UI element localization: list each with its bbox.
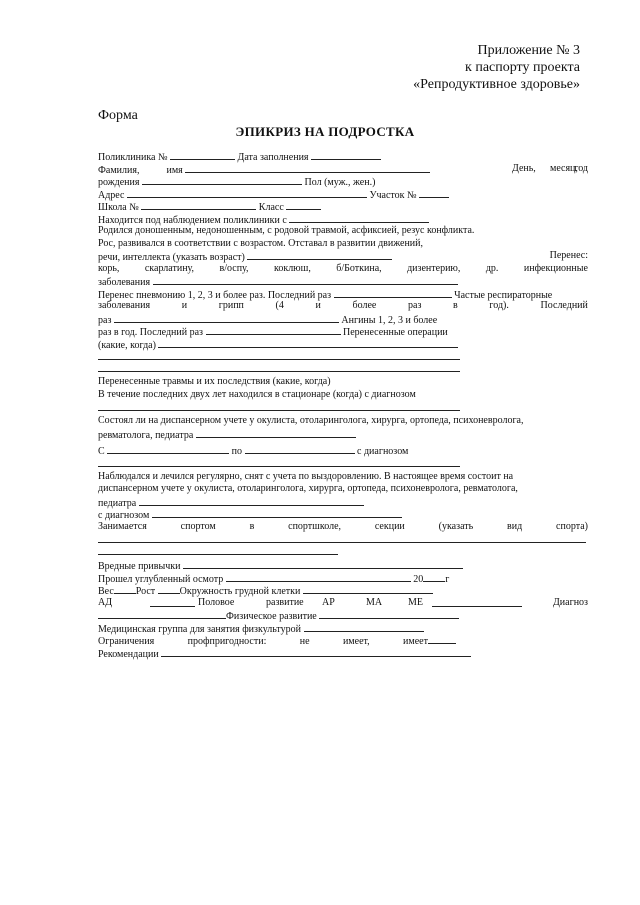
- sports-word: вид: [507, 520, 523, 532]
- hospital-line[interactable]: [98, 401, 460, 411]
- row-sports: [98, 521, 588, 534]
- school-field[interactable]: [141, 200, 256, 210]
- label-pneumonia: Перенес пневмонию 1, 2, 3 и более раз. Последний раз: [98, 289, 332, 301]
- label-name: имя: [166, 164, 183, 176]
- label-speech: речи, интеллекта (указать возраст): [98, 252, 245, 263]
- class-field[interactable]: [286, 200, 321, 210]
- appendix-note: [413, 42, 580, 93]
- row-weight: [98, 584, 588, 597]
- birth-date-field[interactable]: [142, 175, 302, 185]
- label-exam: Прошел углубленный осмотр: [98, 573, 224, 585]
- row-operations-which: [98, 338, 588, 351]
- address-field[interactable]: [127, 188, 367, 198]
- flu-word: более: [352, 300, 377, 311]
- row-flu: [98, 300, 588, 313]
- sports-word: секции: [374, 520, 405, 532]
- pneumonia-last-field[interactable]: [334, 288, 452, 298]
- row-dispensary-1: [98, 415, 588, 428]
- flu-word: грипп: [218, 300, 244, 311]
- row-bp: [98, 597, 588, 610]
- label-polyclinic: Поликлиника №: [98, 152, 168, 163]
- sexual-dev-field[interactable]: [432, 597, 522, 607]
- limits-field[interactable]: [428, 634, 456, 644]
- row-observed: [98, 213, 588, 226]
- disease-word: др.: [485, 262, 499, 274]
- limit-word: не: [299, 636, 310, 647]
- label-to: по: [231, 446, 243, 457]
- diagnosis-line[interactable]: [98, 457, 460, 467]
- flu-word: и: [315, 300, 321, 311]
- row-polyclinic: [98, 150, 588, 163]
- physical-field[interactable]: [319, 609, 459, 619]
- row-grew: Рос, развивался в соответствии с возрастом. Отставал в развитии движений,: [98, 237, 424, 249]
- row-habits: [98, 559, 588, 572]
- habits-field[interactable]: [183, 559, 463, 569]
- row-address: [98, 188, 588, 201]
- chest-field[interactable]: [303, 584, 433, 594]
- limit-word: профпригодности:: [187, 636, 267, 647]
- label-pediatrician: педиатра: [98, 497, 137, 509]
- height-field[interactable]: [158, 584, 180, 594]
- from-date-field[interactable]: [107, 444, 229, 454]
- label-angina: Ангины 1, 2, 3 и более: [341, 314, 438, 326]
- row-from-to: [98, 444, 588, 457]
- angina-last-field[interactable]: [206, 325, 341, 335]
- date-filled-field[interactable]: [311, 150, 381, 160]
- disease-word: в/оспу,: [219, 262, 249, 274]
- label-observed: Находится под наблюдением поликлиники с: [98, 214, 287, 226]
- label-sex: Пол (муж., жен.): [304, 177, 376, 188]
- fullname-field[interactable]: [185, 163, 430, 173]
- row-diagnosis-2: [98, 508, 588, 521]
- to-date-field[interactable]: [245, 444, 355, 454]
- observed-since-field[interactable]: [289, 213, 429, 223]
- sexual-word: МА: [366, 596, 383, 608]
- flu-word: и: [181, 300, 188, 311]
- sports-word: в: [249, 520, 255, 532]
- row-physical: [98, 609, 588, 622]
- label-district: Участок №: [369, 189, 417, 201]
- flu-word: в: [453, 300, 458, 311]
- label-birth: рождения: [98, 177, 140, 188]
- speech-age-field[interactable]: [247, 250, 392, 260]
- row-treated-1: Наблюдался и лечился регулярно, снят с учета по выздоровлению. В настоящее время состоит на: [98, 470, 514, 482]
- sexual-word: развитие: [266, 596, 304, 608]
- disease-word: скарлатину,: [144, 262, 195, 274]
- flu-word: год).: [489, 300, 509, 311]
- medgroup-field[interactable]: [304, 622, 424, 632]
- document-title: ЭПИКРИЗ НА ПОДРОСТКА: [235, 124, 415, 139]
- exam-year-field[interactable]: [423, 572, 445, 582]
- label-with-diagnosis: с диагнозом: [357, 446, 409, 457]
- label-dispensary-2: ревматолога, педиатра: [98, 429, 194, 441]
- sports-word: (указать: [438, 520, 474, 532]
- district-field[interactable]: [419, 188, 449, 198]
- sports-word: спортшколе,: [288, 520, 342, 532]
- row-speech: [98, 250, 588, 263]
- row-exam: [98, 572, 588, 585]
- label-frequent: Частые респираторные: [454, 289, 553, 301]
- row-dispensary-2: [98, 428, 588, 441]
- label-year-prefix: 20: [413, 573, 424, 585]
- flu-word: заболевания: [98, 300, 151, 311]
- row-diseases-end: [98, 275, 588, 288]
- label-diagnosis: Диагноз: [552, 596, 588, 608]
- flu-word: Последний: [540, 300, 588, 311]
- bp-field[interactable]: [150, 597, 195, 607]
- pediatrician-field[interactable]: [139, 496, 364, 506]
- label-height: Рост: [135, 586, 156, 597]
- row-born: Родился доношенным, недоношенным, с родовой травмой, асфиксией, резус конфликта.: [98, 225, 475, 236]
- label-date-filled: Дата заполнения: [237, 152, 309, 163]
- label-medgroup: Медицинская группа для занятия физкультурой: [98, 623, 302, 635]
- label-which-when: (какие, когда): [98, 339, 156, 351]
- appendix-project: «Репродуктивное здоровье»: [413, 77, 580, 92]
- sports-word: спорта): [556, 520, 588, 532]
- row-pneumonia: [98, 288, 588, 301]
- sports-line[interactable]: [98, 533, 586, 543]
- label-from: С: [98, 446, 105, 457]
- exam-field[interactable]: [226, 572, 411, 582]
- row-diseases: [98, 263, 588, 276]
- label-weight: Вес: [98, 586, 114, 597]
- flu-word: (4: [275, 300, 284, 311]
- operations-field[interactable]: [158, 338, 458, 348]
- disease-word: инфекционные: [523, 262, 588, 274]
- label-physical: Физическое развитие: [226, 611, 317, 622]
- row-surname: [98, 163, 588, 176]
- label-recommend: Рекомендации: [98, 648, 159, 660]
- appendix-number: Приложение № 3: [477, 43, 580, 58]
- row-limits: [98, 634, 460, 647]
- row-injuries: Перенесенные травмы и их последствия (какие, когда): [98, 376, 331, 387]
- label-habits: Вредные привычки: [98, 561, 181, 572]
- label-month: месяц,: [550, 162, 578, 174]
- polyclinic-field[interactable]: [170, 150, 235, 160]
- label-year: год: [574, 162, 588, 174]
- disease-word: дизентерию,: [407, 262, 461, 274]
- row-hospital: В течение последних двух лет находился в стационаре (когда) с диагнозом: [98, 388, 416, 400]
- row-birth: [98, 175, 588, 188]
- label-times: раз: [98, 314, 112, 326]
- sports-line[interactable]: [98, 545, 338, 555]
- label-class: Класс: [258, 202, 284, 213]
- label-suffered: Перенес:: [549, 250, 588, 261]
- disease-word: корь,: [98, 262, 120, 274]
- label-diseases-end: заболевания: [98, 277, 151, 288]
- operations-extra-line[interactable]: [98, 350, 460, 360]
- label-chest: Окружность грудной клетки: [179, 586, 301, 597]
- label-school: Школа №: [98, 202, 139, 213]
- label-year-suffix: г: [445, 573, 450, 585]
- flu-last-field[interactable]: [114, 313, 339, 323]
- diagnosis-field[interactable]: [98, 609, 226, 619]
- label-operations: Перенесенные операции: [343, 327, 448, 338]
- disease-word: коклюш,: [273, 262, 311, 274]
- diseases-field[interactable]: [153, 275, 458, 285]
- disease-word: б/Боткина,: [336, 262, 382, 274]
- label-bp: АД: [98, 596, 113, 608]
- row-medgroup: [98, 622, 588, 635]
- operations-extra-line[interactable]: [98, 362, 460, 372]
- form-label: Форма: [98, 108, 138, 123]
- sexual-word: Половое: [198, 596, 235, 608]
- sexual-word: МЕ: [408, 596, 423, 608]
- label-address: Адрес: [98, 189, 125, 201]
- dispensary-field[interactable]: [196, 428, 356, 438]
- recommend-field[interactable]: [161, 647, 471, 657]
- row-recommend: [98, 647, 588, 660]
- sports-word: спортом: [180, 520, 216, 532]
- label-per-year: раз в год. Последний раз: [98, 327, 203, 338]
- limit-word: имеет: [403, 636, 428, 647]
- row-treated-2: диспансерном учете у окулиста, отоларинголога, хирурга, ортопеда, психоневролога, ревматолога,: [98, 483, 518, 494]
- weight-field[interactable]: [114, 584, 136, 594]
- label-dispensary-1: Состоял ли на диспансерном учете у окулиста, отоларинголога, хирурга, ортопеда, психоневролога,: [98, 415, 524, 426]
- row-school: [98, 200, 588, 213]
- appendix-passport: к паспорту проекта: [465, 60, 580, 75]
- form-body: [98, 150, 588, 659]
- limit-word: имеет,: [342, 636, 370, 647]
- row-operations: [98, 325, 588, 338]
- sports-word: Занимается: [98, 520, 147, 532]
- row-pediatrician: [98, 496, 588, 509]
- flu-word: раз: [408, 300, 422, 311]
- limit-word: Ограничения: [98, 636, 155, 647]
- label-surname: Фамилия,: [98, 164, 140, 176]
- row-angina: [98, 313, 588, 326]
- sexual-word: АР: [322, 596, 335, 608]
- label-day: День,: [512, 162, 536, 174]
- current-diagnosis-field[interactable]: [152, 508, 402, 518]
- label-with-diagnosis-2: с диагнозом: [98, 510, 150, 521]
